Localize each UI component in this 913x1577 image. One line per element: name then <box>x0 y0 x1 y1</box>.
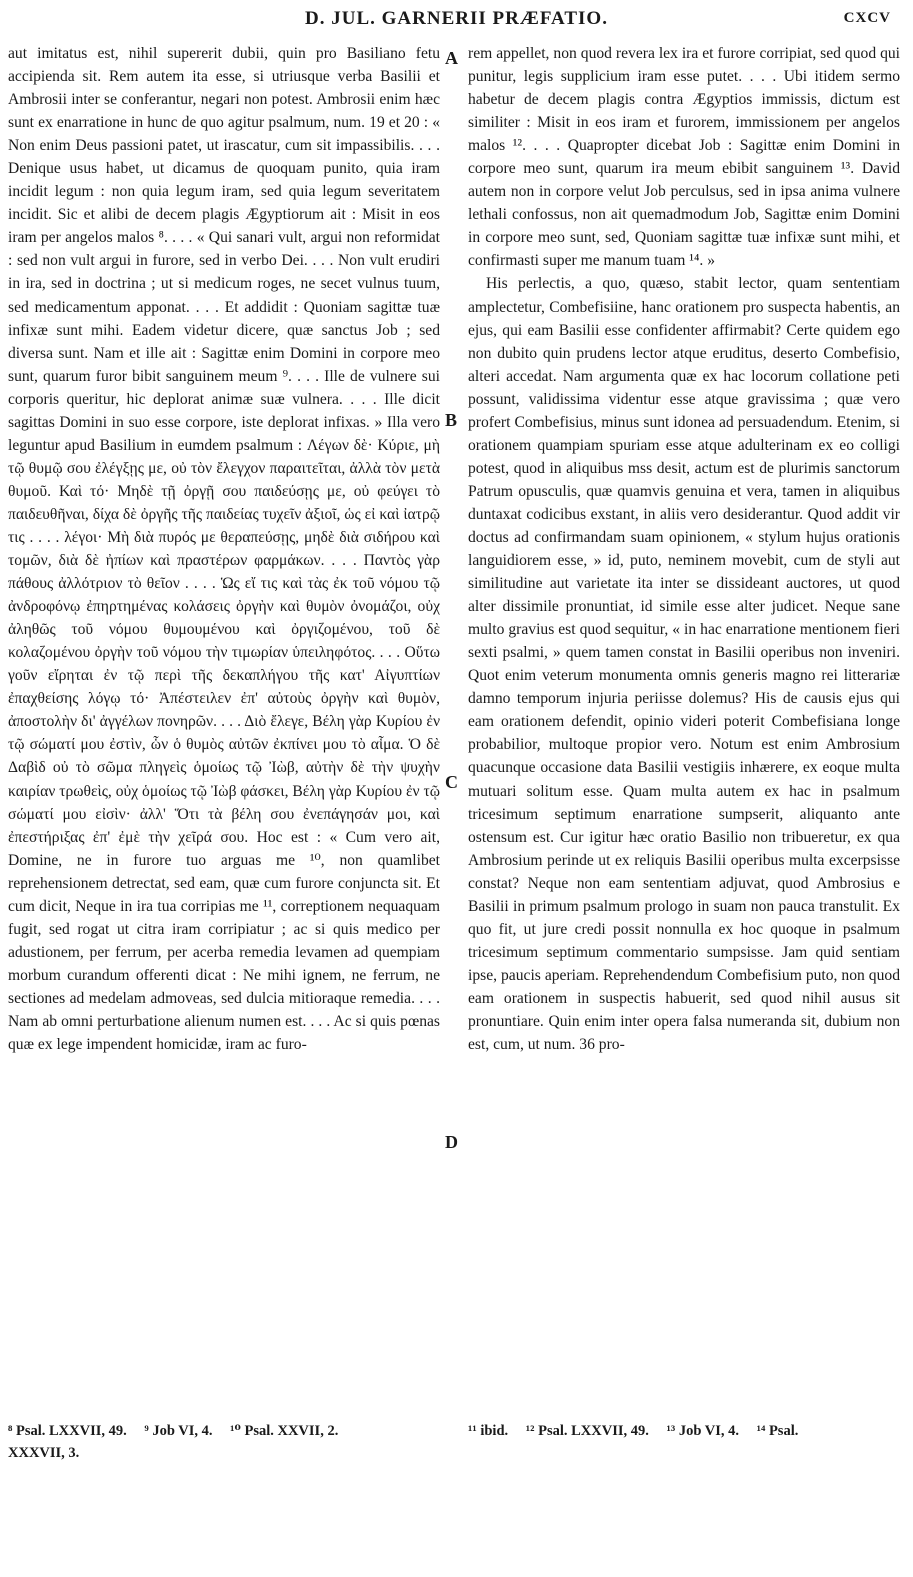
footnote-14: ¹⁴ Psal. <box>756 1423 799 1439</box>
footnote-12: ¹² Psal. LXXVII, 49. <box>525 1423 649 1439</box>
margin-letter-a: A <box>445 48 458 68</box>
left-column <box>8 42 440 1056</box>
left-paragraph-1: aut imitatus est, nihil supererit dubii, quin pro Basiliano fetu accipienda sit. Rem autem ita esse, si utriusque verba Basilii et Ambrosii inter se conferantur, negari non potest. Ambrosii enim hæc sunt ex enarratione in hunc de quo agitur psalmum, num. 19 et 20 : « Non enim Deus passioni patet, ut irascatur, cum sit impassibilis. . . . Denique usus habet, ut dicamus de quoquam punito, quia iram incidit legum : non quia legum iram, sed quia legum severitatem incidit. Sic et alibi de decem plagis Ægyptiorum ait : Misit in eos iram per angelos malos ⁸. . . . « Qui sanari vult, argui non reformidat : sed non vult argui in furore, sed in verbo Dei. . . . Non vult erudiri in ira, sed in doctrina ; ut si medicum roges, ne secet vulnus tuum, sed medicamentum apponat. . . . Et addidit : Quoniam sagittæ tuæ infixæ sunt mihi. Eadem videtur dicere, quæ sanctus Job ; sed diversa sunt. Nam et ille ait : Sagittæ enim Domini in corpore meo sunt, quarum furor bibit sanguinem meum ⁹. . . . Ille de vulnere sui corporis queritur, hic deplorat animæ suæ vulnera. . . . Ille dicit sagittas Domini in suo esse corpore, iste deplorat infixas. » Illa vero leguntur apud Basilium in eumdem psalmum : Λέγων δὲ· Κύριε, μὴ τῷ θυμῷ σου ἐλέγξῃς με, οὐ τὸν ἔλεγχον παραιτεῖται, ἀλλὰ τὸν μετὰ θυμοῦ. Καὶ τό· Μηδὲ τῇ ὀργῇ σου παιδεύσῃς με, οὐ φεύγει τὸ παιδευθῆναι, δίχα δὲ ὀργῆς τῆς παιδείας τυχεῖν ἀξιοῖ, ὡς εἰ καὶ ἰατρῷ τις . . . . λέγοι· Μὴ διὰ πυρός με θεραπεύσῃς, μηδὲ διὰ σιδήρου καὶ τομῶν, διὰ δὲ ἠπίων καὶ πραστέρων φαρμάκων. . . . Παντὸς γὰρ πάθους ἀλλότριον τὸ θεῖον . . . . Ὡς εἴ τις καὶ τὰς ἐκ τοῦ νόμου τῷ ἀνδροφόνῳ ἐπηρτημένας κολάσεις ὀργὴν καὶ θυμὸν ὀνομάζοι, οὐχ ἀληθῶς τοῦ νόμου θυμουμένου καὶ ὀργιζομένου, τοῦ δὲ κολαζομένου ὀργὴν τοῦ νόμου τὴν τιμωρίαν ὑπειληφότος. . . . Οὕτω γοῦν εἴρηται ἐν τῷ περὶ τῆς δεκαπλήγου τῆς κατ' Αἰγυπτίων ἐπαχθείσης λόγῳ τό· Ἀπέστειλεν ἐπ' αὐτοὺς ὀργὴν καὶ θυμὸν, ἀποστολὴν δι' ἀγγέλων πονηρῶν. . . . Διὸ ἔλεγε, Βέλη γὰρ Κυρίου ἐν τῷ σώματί μου ἐστὶν, ὧν ὁ θυμὸς αὐτῶν ἐκπίνει μου τὸ αἷμα. Ὁ δὲ Δαβὶδ οὐ τὸ σῶμα πληγεὶς ὁμοίως τῷ Ἰὼβ, αὐτὴν δὲ τὴν ψυχὴν καιρίαν τρωθεὶς, οὐχ ὁμοίως τῷ Ἰὼβ φάσκει, Βέλη γὰρ Κυρίου ἐν τῷ σώματί μου εἰσὶν· ἀλλ' Ὅτι τὰ βέλη σου ἐνεπάγησάν μοι, καὶ ἐπεστήριξας ἐπ' ἐμὲ τὴν χεῖρά σου. Hoc est : « Cum vero ait, Domine, ne in furore tuo arguas me ¹⁰, non quamlibet reprehensionem detrectat, sed eam, quæ cum furore conjuncta sit. Et cum dicit, Neque in ira tua corripias me ¹¹, correptionem nequaquam fugit, sed rogat ut citra iram corripiatur ; ac si quis medico per adustionem, per ferrum, per acerba remedia levamen ad quempiam morbum curandum offerenti dicat : Ne mihi ignem, ne ferrum, ne sectiones ad medelam admoveas, sed dulcia mitioraque remedia. . . . Nam ab omni perturbatione alienum numen est. . . . Ac si quis pœnas quæ ex lege impendent homicidæ, iram ac furo- <box>8 45 440 1054</box>
margin-letter-d: D <box>445 1132 458 1152</box>
margin-letter-b: B <box>445 410 458 430</box>
footnote-9: ⁹ Job VI, 4. <box>144 1423 213 1439</box>
margin-letter-c: C <box>445 772 458 792</box>
right-column <box>468 42 900 1056</box>
footnote-11: ¹¹ ibid. <box>468 1423 509 1439</box>
running-head <box>0 8 913 42</box>
footnote-10-continued: XXXVII, 3. <box>8 1445 80 1461</box>
footnote-13: ¹³ Job VI, 4. <box>666 1423 739 1439</box>
page-number: CXCV <box>843 10 891 26</box>
footnotes-left <box>8 1420 448 1464</box>
page-title: D. JUL. GARNERII PRÆFATIO. <box>305 8 608 29</box>
footnote-10: ¹⁰ Psal. XXVII, 2. <box>230 1423 339 1439</box>
footnotes-right <box>468 1420 908 1442</box>
right-paragraph-2: His perlectis, a quo, quæso, stabit lector, quam sententiam amplectetur, Combefisiine, hanc orationem pro suspecta habentis, an ejus, qui eam Basilii esse confidenter affirmabit? Certe quidem ego non dubito quin prudens lector atque eruditus, deserto Combefisio, alteri accedat. Nam argumenta quæ ex hac locorum collatione peti possunt, validissima videntur esse atque gravissima ; quæ vero profert Combefisius, minus sunt idonea ad persuadendum. Etenim, si orationem quampiam spuriam esse atque adulterinam ex eo colligi potest, quod in aliquibus mss desit, actum est de plurimis sanctorum Patrum opusculis, quæ quamvis genuina et vera, tamen in aliquibus duntaxat codicibus exstant, in aliis vero desiderantur. Quod addit vir doctus ad confirmandam suam opinionem, « stylum hujus orationis languidiorem esse, » id, puto, neminem movebit, cum de styli aut similitudine aut varietate ita inter se dissideant auctores, ut quod alter dissimile pronuntiat, id simile esse alter judicet. Neque sane multo gravius est quod sequitur, « in hac enarratione mentionem fieri sexti psalmi, » quem tamen constat in Basilii operibus non inveniri. Quot enim veterum monumenta omnis generis magno rei litterariæ damno temporum injuria periisse dolemus? His de causis ejus qui eam orationem defendit, opinio videri poterit Combefisiana longe probabilior, multoque propior vero. Notum est enim Ambrosium quacunque occasione data Basilii vestigiis inhærere, ex eoque multa mutuari solitum esse. Quam multa autem ex hac in psalmum tricesimum septimum enarratione sumpserit, aliquanto ante ostensum est. Cur igitur hæc oratio Basilio non tribueretur, ex qua Ambrosium perinde ut ex reliquis Basilii operibus multa excerpsisse constat? Neque non eam sententiam adjuvat, quod Ambrosius e Basilii in primum psalmum prologo in suam non pauca transtulit. Ex quo fit, ut jure credi possit nonnulla ex hoc quoque in psalmum tricesimum septimum commentario sumpsisse. Jam quid sentiam ipse, paucis aperiam. Reprehendendum Combefisium puto, non quod eam orationem in suspectis habuerit, sed quod nihil ausus sit pronuntiare. Quin enim inter opera falsa numeranda sit, dubium non est, cum, ut num. 36 pro- <box>468 275 900 1054</box>
right-paragraph-1: rem appellet, non quod revera lex ira et furore corripiat, sed quod qui punitur, legis supplicium iram esse putet. . . . Ubi itidem sermo habetur de decem plagis contra Ægyptios immissis, dictum est similiter : Misit in eos iram et furorem, immissionem per angelos malos ¹². . . . Quapropter dicebat Job : Sagittæ enim Domini in corpore meo sunt, quarum ira meum ebibit sanguinem ¹³. David autem non in corpore velut Job perculsus, sed in ipsa anima vulnere lethali confossus, non ait quemadmodum Job, Sagittæ enim Domini in corpore meo sunt, sed, Quoniam sagittæ tuæ infixæ sunt mihi, et confirmasti super me manum tuam ¹⁴. » <box>468 45 900 270</box>
footnote-8: ⁸ Psal. LXXVII, 49. <box>8 1423 127 1439</box>
